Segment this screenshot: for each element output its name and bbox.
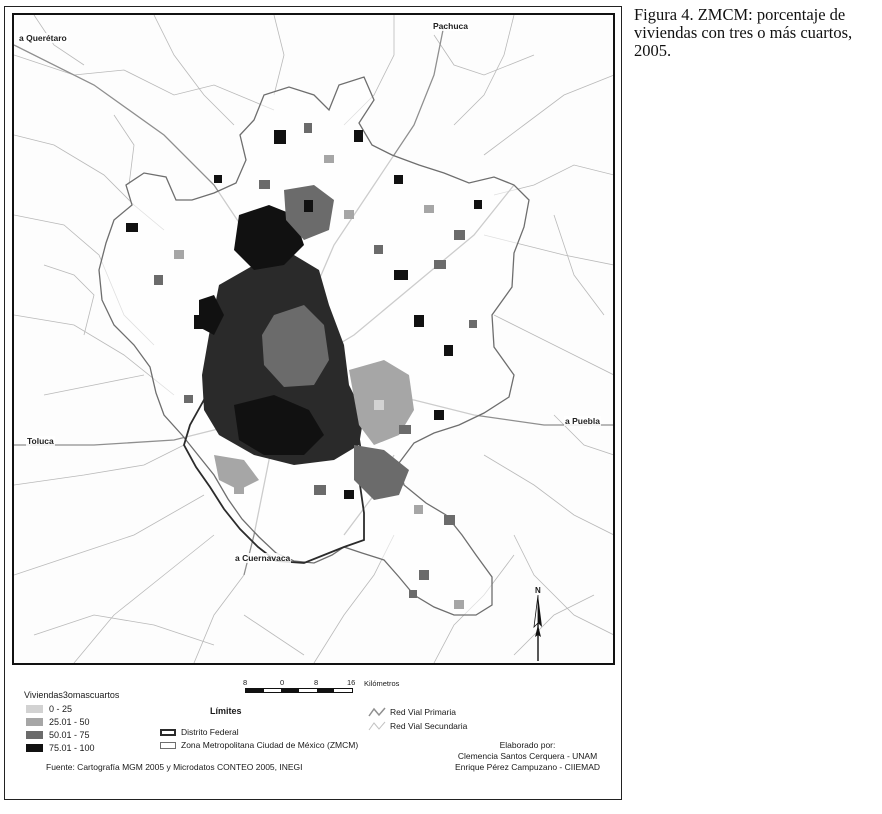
- caption-line-2: viviendas con tres o más cuartos,: [634, 23, 853, 42]
- scale-tick: 8: [243, 678, 248, 687]
- legend-distrito-federal: [160, 727, 239, 737]
- primary-road-icon: [368, 707, 386, 717]
- map-canvas: [14, 15, 614, 663]
- credits-author: Clemencia Santos Cerquera - UNAM: [457, 751, 598, 761]
- legend-primary-road: [368, 707, 456, 717]
- place-label-puebla: a Puebla: [565, 416, 600, 426]
- scale-unit: Kilómetros: [364, 679, 400, 688]
- df-label: Distrito Federal: [181, 727, 239, 737]
- secondary-road-label: Red Vial Secundaria: [390, 721, 468, 731]
- north-arrow-icon: [526, 585, 550, 663]
- legend-label: 25.01 - 50: [49, 717, 90, 727]
- legend-zmcm: [160, 740, 358, 750]
- legend-item: [26, 730, 90, 740]
- legend-title: Viviendas3omascuartos: [24, 690, 120, 700]
- scale-tick: 8: [314, 678, 319, 687]
- legend-swatch: [26, 718, 43, 726]
- map: [12, 13, 615, 665]
- scale-tick: 0: [280, 678, 285, 687]
- zmcm-label: Zona Metropolitana Ciudad de México (ZMCM): [181, 740, 359, 750]
- credits-heading: Elaborado por:: [499, 740, 556, 750]
- credits-author: Enrique Pérez Campuzano - CIIEMAD: [454, 762, 601, 772]
- caption-line-3: 2005.: [634, 41, 672, 60]
- legend-item: [26, 743, 95, 753]
- place-label-pachuca: Pachuca: [433, 21, 468, 31]
- credits: [440, 740, 615, 773]
- legend-item: [26, 704, 72, 714]
- primary-road-label: Red Vial Primaria: [390, 707, 456, 717]
- legend-secondary-road: [368, 721, 467, 731]
- legend-swatch: [26, 744, 43, 752]
- source-note: Fuente: Cartografía MGM 2005 y Microdatos CONTEO 2005, INEGI: [46, 762, 303, 772]
- north-label: N: [535, 586, 541, 595]
- scale-bar: [245, 688, 353, 693]
- place-label-queretaro: a Querétaro: [19, 33, 67, 43]
- place-label-toluca: Toluca: [27, 436, 54, 446]
- legend-label: 75.01 - 100: [49, 743, 95, 753]
- secondary-road-icon: [368, 721, 386, 731]
- legend-item: [26, 717, 90, 727]
- place-label-cuernavaca: a Cuernavaca: [235, 553, 291, 563]
- caption-line-1: Figura 4. ZMCM: porcentaje de: [634, 5, 846, 24]
- zmcm-symbol: [160, 742, 176, 749]
- legend-label: 0 - 25: [49, 704, 73, 714]
- figure-caption: [634, 6, 882, 60]
- legend-swatch: [26, 731, 43, 739]
- legend-label: 50.01 - 75: [49, 730, 90, 740]
- scale-tick: 16: [347, 678, 356, 687]
- limits-title: Límites: [210, 706, 242, 716]
- legend-swatch: [26, 705, 43, 713]
- df-symbol: [160, 729, 176, 736]
